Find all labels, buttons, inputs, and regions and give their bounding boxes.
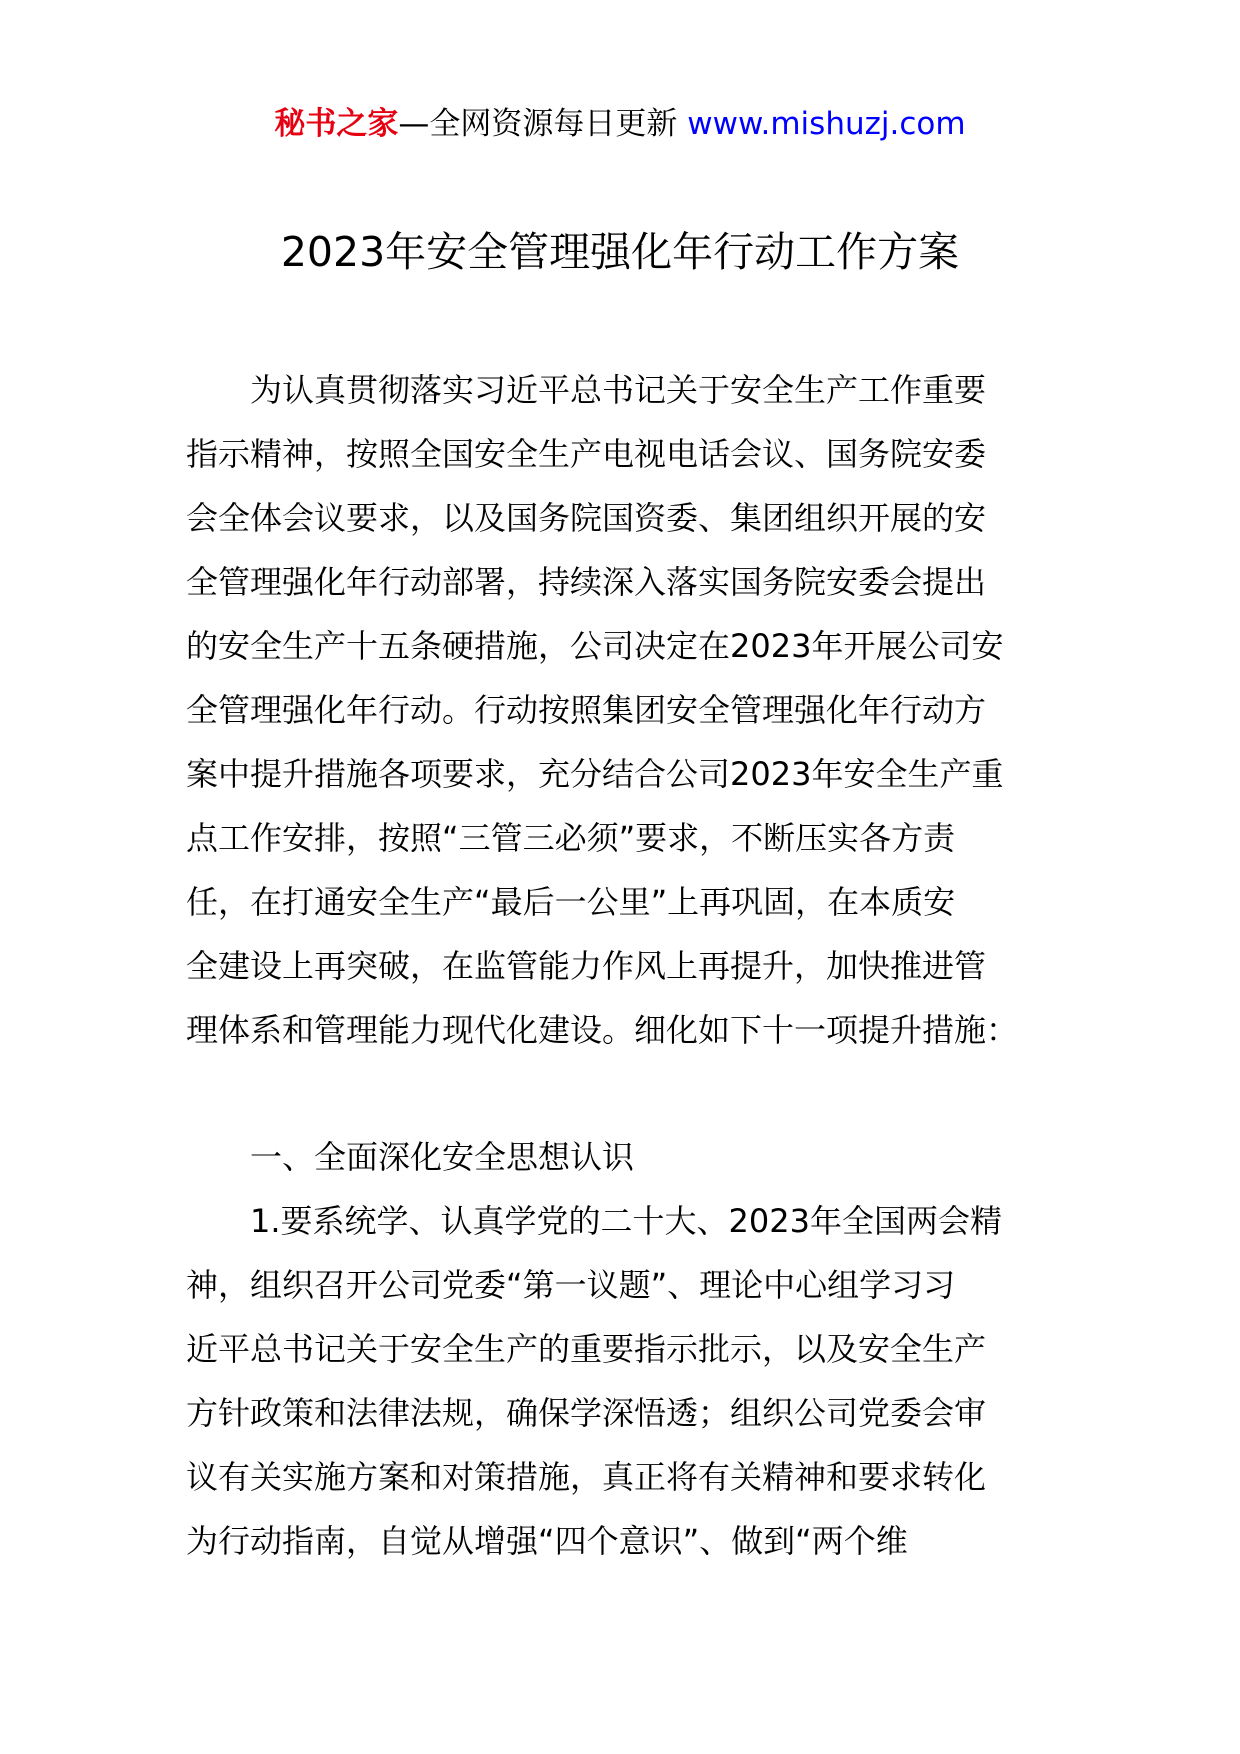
- document-title: 2023年安全管理强化年行动工作方案: [280, 228, 960, 276]
- item-paragraph: [186, 1189, 1066, 1573]
- text-line: 案中提升措施各项要求，充分结合公司2023年安全生产重: [186, 755, 1004, 793]
- text-line: 为认真贯彻落实习近平总书记关于安全生产工作重要: [186, 371, 987, 409]
- text-line: 理体系和管理能力现代化建设。细化如下十一项提升措施：: [186, 1011, 1019, 1049]
- paragraph-spacer: [186, 1062, 1066, 1125]
- text-line: 1.要系统学、认真学党的二十大、2023年全国两会精: [186, 1202, 1002, 1240]
- site-brand: 秘书之家: [274, 106, 399, 142]
- text-line: 点工作安排，按照“三管三必须”要求，不断压实各方责: [186, 819, 956, 857]
- text-line: 会全体会议要求，以及国务院国资委、集团组织开展的安: [186, 499, 987, 537]
- section-heading: 一、全面深化安全思想认识: [186, 1138, 635, 1176]
- text-line: 指示精神，按照全国安全生产电视电话会议、国务院安委: [186, 435, 987, 473]
- text-line: 全管理强化年行动。行动按照集团安全管理强化年行动方: [186, 691, 987, 729]
- text-line: 为行动指南，自觉从增强“四个意识”、做到“两个维: [186, 1522, 908, 1560]
- text-line: 的安全生产十五条硬措施，公司决定在2023年开展公司安: [186, 627, 1004, 665]
- text-line: 近平总书记关于安全生产的重要指示批示，以及安全生产: [186, 1330, 987, 1368]
- text-line: 全管理强化年行动部署，持续深入落实国务院安委会提出: [186, 563, 987, 601]
- text-line: 方针政策和法律法规，确保学深悟透；组织公司党委会审: [186, 1394, 987, 1432]
- site-header: [0, 102, 1240, 146]
- site-url-link[interactable]: www.mishuzj.com: [687, 106, 966, 142]
- text-line: 全建设上再突破，在监管能力作风上再提升，加快推进管: [186, 947, 987, 985]
- text-line: 议有关实施方案和对策措施，真正将有关精神和要求转化: [186, 1458, 987, 1496]
- site-slogan: —全网资源每日更新: [398, 106, 678, 142]
- document-body: [186, 358, 1066, 1573]
- intro-paragraph: [186, 358, 1066, 1062]
- text-line: 任，在打通安全生产“最后一公里”上再巩固，在本质安: [186, 883, 956, 921]
- text-line: 神，组织召开公司党委“第一议题”、理论中心组学习习: [186, 1266, 956, 1304]
